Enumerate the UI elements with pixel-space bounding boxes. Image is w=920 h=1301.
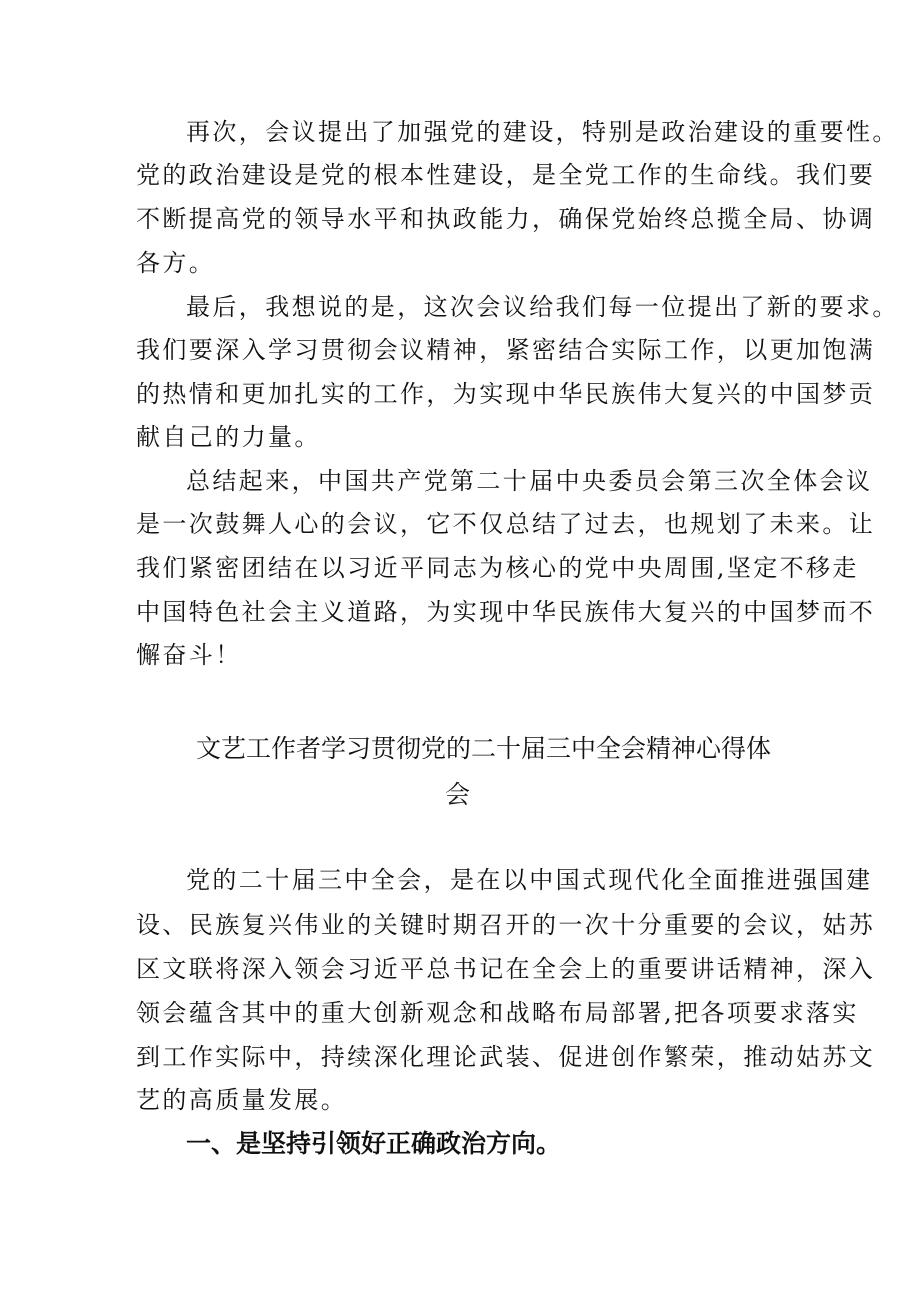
paragraph-line: 艺的高质量发展。 <box>136 1086 348 1114</box>
paragraph-line: 是一次鼓舞人心的会议，它不仅总结了过去，也规划了未来。让 <box>136 510 876 538</box>
paragraph-line: 党的政治建设是党的根本性建设，是全党工作的生命线。我们要 <box>136 161 876 189</box>
section-heading: 一、是坚持引领好正确政治方向。 <box>186 1129 562 1158</box>
paragraph-line: 我们要深入学习贯彻会议精神，紧密结合实际工作，以更加饱满 <box>136 336 876 364</box>
paragraph-line: 到工作实际中，持续深化理论武装、促进创作繁荣，推动姑苏文 <box>136 1043 876 1071</box>
paragraph-line: 党的二十届三中全会，是在以中国式现代化全面推进强国建 <box>186 866 873 894</box>
paragraph-line: 中国特色社会主义道路，为实现中华民族伟大复兴的中国梦而不 <box>136 598 876 626</box>
paragraph-line: 不断提高党的领导水平和执政能力，确保党始终总揽全局、协调 <box>136 205 876 233</box>
paragraph-line: 区文联将深入领会习近平总书记在全会上的重要讲话精神，深入 <box>136 955 876 983</box>
paragraph-line: 领会蕴含其中的重大创新观念和战略布局部署,把各项要求落实 <box>136 999 859 1027</box>
title-line-2: 会 <box>445 780 471 809</box>
paragraph-line: 再次，会议提出了加强党的建设，特别是政治建设的重要性。 <box>186 118 899 146</box>
paragraph-line: 最后，我想说的是，这次会议给我们每一位提出了新的要求。 <box>186 293 899 321</box>
title-line-1: 文艺工作者学习贯彻党的二十届三中全会精神心得体 <box>196 734 772 763</box>
paragraph-line: 设、民族复兴伟业的关键时期召开的一次十分重要的会议，姑苏 <box>136 911 876 939</box>
paragraph-line: 懈奋斗！ <box>136 641 242 669</box>
paragraph-line: 各方。 <box>136 249 216 277</box>
paragraph-line: 我们紧密团结在以习近平同志为核心的党中央周围,坚定不移走 <box>136 554 859 582</box>
paragraph-line: 的热情和更加扎实的工作，为实现中华民族伟大复兴的中国梦贡 <box>136 380 876 408</box>
paragraph-line: 总结起来，中国共产党第二十届中央委员会第三次全体会议 <box>186 467 873 495</box>
paragraph-line: 献自己的力量。 <box>136 423 321 451</box>
